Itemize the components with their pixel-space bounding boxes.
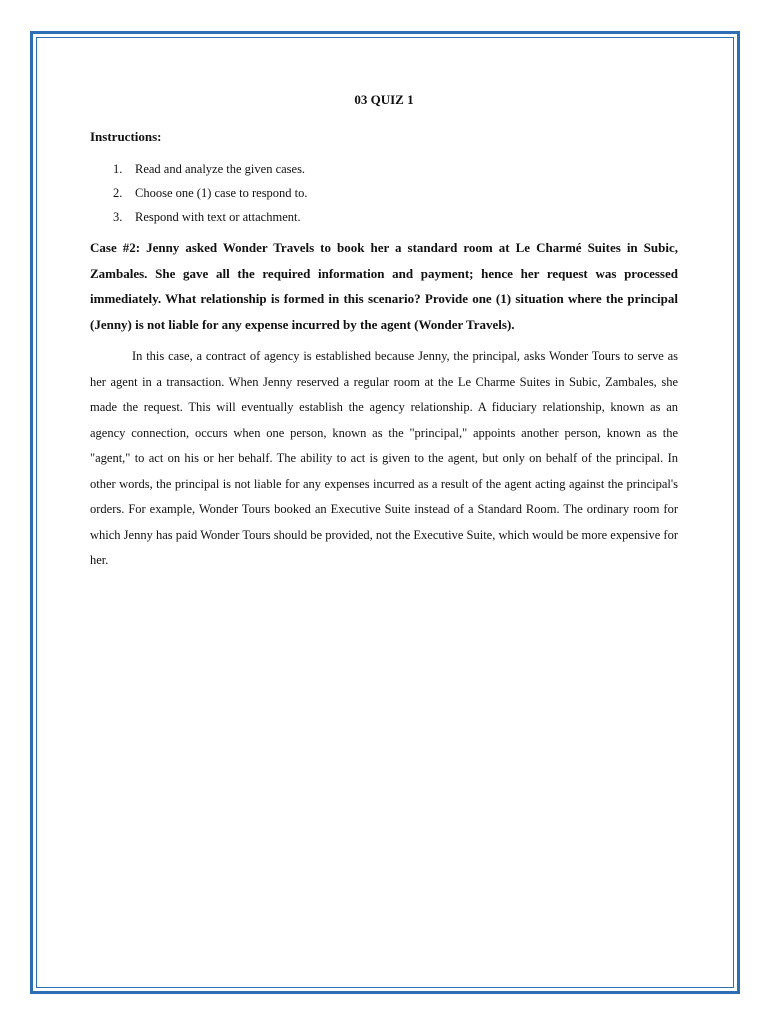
document-title: 03 QUIZ 1 bbox=[354, 92, 414, 107]
instruction-number: 2. bbox=[113, 186, 123, 200]
instruction-number: 3. bbox=[113, 210, 123, 224]
instructions-list bbox=[90, 157, 678, 229]
instruction-item bbox=[90, 157, 678, 181]
case-prompt: Case #2: Jenny asked Wonder Travels to book her a standard room at Le Charmé Suites in Subic, Zambales. She gave all the required information and payment; hence her request was processed immediately. What relationship is formed in this scenario? Provide one (1) situation where the principal (Jenny) is not liable for any expense incurred by the agent (Wonder Travels). bbox=[90, 240, 678, 332]
answer-paragraph: In this case, a contract of agency is established because Jenny, the principal, asks Wonder Tours to serve as her agent in a transaction. When Jenny reserved a regular room at the Le Charme Suites in Subic, Zambales, she made the request. This will eventually establish the agency relationship. A fiduciary relationship, known as an agency connection, occurs when one person, known as the "principal," appoints another person, known as the "agent," to act on his or her behalf. The ability to act is given to the agent, but only on behalf of the principal. In other words, the principal is not liable for any expenses incurred as a result of the agent acting against the principal's orders. For example, Wonder Tours booked an Executive Suite instead of a Standard Room. The ordinary room for which Jenny has paid Wonder Tours should be provided, not the Executive Suite, which would be more expensive for her. bbox=[90, 349, 678, 567]
instruction-text: Respond with text or attachment. bbox=[135, 210, 301, 224]
instruction-number: 1. bbox=[113, 162, 123, 176]
instruction-item bbox=[90, 181, 678, 205]
instruction-item bbox=[90, 205, 678, 229]
instruction-text: Choose one (1) case to respond to. bbox=[135, 186, 308, 200]
instruction-text: Read and analyze the given cases. bbox=[135, 162, 306, 176]
instructions-heading: Instructions: bbox=[90, 129, 162, 144]
document-body bbox=[90, 90, 678, 574]
